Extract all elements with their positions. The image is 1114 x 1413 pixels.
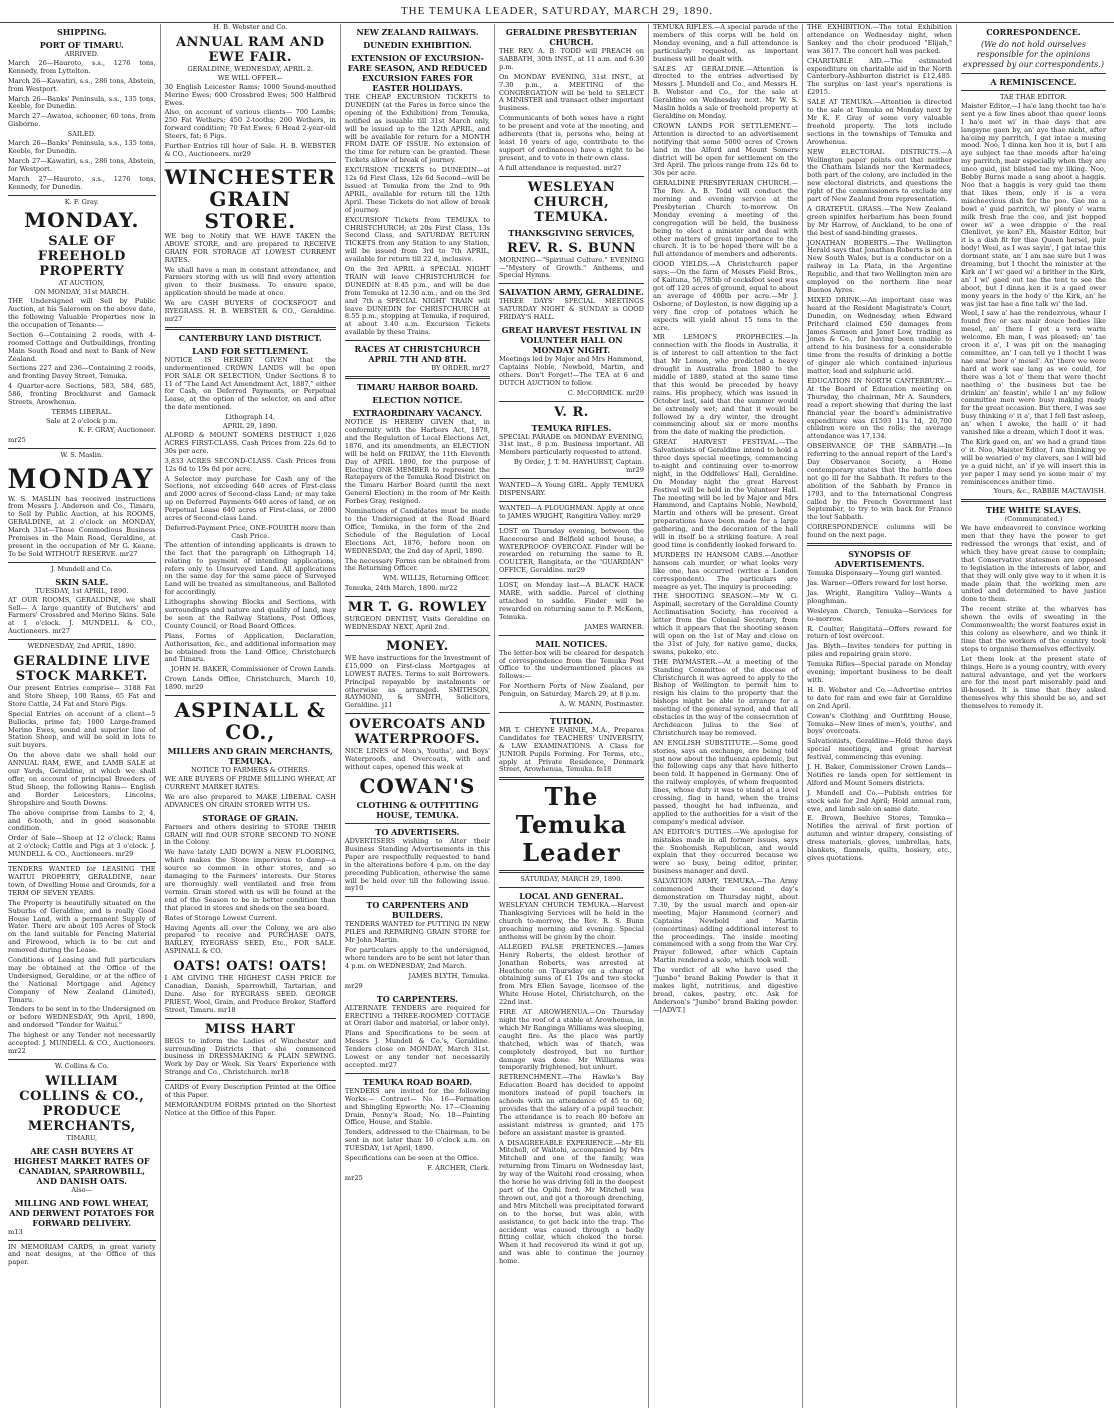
paragraph: Salvationists, Geraldine—Hold three days special meetings, and great harvest festival, commencing this evening. [806,737,952,762]
paragraph: Communicants of both sexes have a right to be present and vote at the meeting, and adherents (that is, persons who, being at least 16 years of age, contribute to the support of ordinances) have a right to be present, and to vote in their own class. [498,114,644,162]
headline: The Temuka Leader [515,782,628,868]
paragraph: SPECIAL PARADE on MONDAY EVENING, 31st inst., 8 p.m. Business important. All Members particularly requested to attend. [498,432,644,457]
headline: TEMUKA ROAD BOARD. [362,1076,473,1087]
signature-line: F. ARCHER, Clerk. [427,1164,490,1172]
headline: NEW ZEALAND RAILWAYS. [356,27,479,37]
subheading: SAILED. [67,130,96,139]
paragraph: AT OUR ROOMS, GERALDINE, we shall Sell— A large quantity of Butchers' and Farmers' Crossbred and Merino Skins. Sale at 1 o'clock. J. MUNDELL & CO., Auctioneers. mr27 [8,595,156,636]
paragraph: E. Brown, Beehive Stores, Temuka—Notifies the arrival of first portion of autumn and winter drapery, consisting of dress materials, gloves, umbrellas, hats, blankets, flannels, quilts, hosiery, etc., gives quotations. [806,814,952,862]
paragraph: m13 [8,1227,23,1236]
paragraph: Farmers and others desiring to STORE THEIR GRAIN will find OUR STORE SECOND TO NONE in the Colony. [164,822,336,847]
headline: CLOTHING & OUTFITTING HOUSE, TEMUKA. [356,800,479,820]
signature-line: BY ORDER. mr27 [431,364,490,373]
paragraph: ALLEGED FALSE PRETENCES.—James Henry Roberts, the eldest brother of Jonathan Roberts, was arrested at Heathcote on Thursday on a charge of obtaining sums of £1 19s and two stocks from Mrs Ellen Savage, licensee of the White House Hotel, Christchurch, on the 22nd inst. [498,942,644,1007]
headline: MAIL NOTICES. [535,638,608,649]
paragraph: The attention of intending applicants is drawn to the fact that the paragraph on Lithograph 14, relating to payment of intending applications, refers only to Unsurveyed Land. All applications on the same day for the same piece of Surveyed Land will be treated as simultaneous, and Balloted for accordingly. [164,540,336,597]
newspaper-page [4,24,1110,1408]
signature-line: By Order, J. T. M. HAYHURST, Captain. mr29 [513,458,644,475]
headline: MILLERS AND GRAIN MERCHANTS, TEMUKA. [167,746,333,767]
paragraph: TENDERS WANTED for PUTTING IN NEW PILES and REPAIRING GRAIN STORE for Mr John Martin. [344,920,490,945]
paragraph: The verdict of all who have used the "Jumbo" brand Baking Powder is that it makes light, nutritious, and digestive bread, cakes, pastry, etc. Ask for Anderson's "Jumbo" brand Baking powder.—[ADVT.] [652,966,798,1014]
paragraph: J. Mundell and Co.—Publish entries for stock sale for 2nd April; Hold annual ram, ewe, and lamb sale on same date. [806,788,952,813]
headline: LAND FOR SETTLEMENT. [192,345,309,356]
paragraph: MORNING—"Spiritual Culture." EVENING—"Mystery of Growth." Anthems, and Special Hymns. [498,255,644,280]
headline: ELECTION NOTICE. [372,395,463,406]
paragraph: Let them look at the present state of things. Here is a young country, with every natural advantage, and yet the workers are for the most part miserably paid and ill-housed. It is time that they asked themselves why this should be so, and set themselves to remedy it. [960,654,1106,711]
paragraph: THREE DAYS' SPECIAL MEETINGS SATURDAY NIGHT & SUNDAY is GOOD FRIDAY'S HALL. [498,297,644,322]
paragraph: J. H. Baker, Commissioner Crown Lands—Notifies re lands open for settlement in Alford and Mount Somers districts. [806,763,952,787]
subheading: H. B. Webster and Co. [213,23,288,31]
paragraph: MURDERS IN HANSOM CABS.—Another hansom cab murder, or what looks very like one, has occurred (writes a London correspondent). The particulars are meagre as yet. The inquiry is proceeding. [652,550,798,591]
paragraph: A Selector may purchase for Cash any of the Sections, not exceeding 640 acres of First-class and 2000 acres of Second-class Land; or may take up on Deferred Payments 640 acres of land, or on Perpetual Lease 640 acres of First-class, or 2000 acres of Second-class Land. [164,474,336,523]
paragraph: SALVATION ARMY, TEMUKA.—The Army commenced their second day's demonstration on Thursday night, about 7.30, by the usual march and open-air meeting, Major Hammond (corner) and Captains Newbold and Martin (concertinas) adding additional interest to the proceedings. The inside meeting commenced with a song from the War Cry. Prayer followed, after which Captain Martin rendered a solo, which took well. [652,877,798,965]
paragraph: Crown Lands Office, Christchurch, March 10, 1890. mr29 [164,675,336,692]
headline: TO CARPENTERS. [376,993,459,1004]
column-rule [165,327,336,330]
column-rule [499,176,644,177]
paragraph: RETRENCHMENT.—The Hawke's Bay Education Board has decided to appoint monitors instead of pupil teachers in schools with an attendance of 45 to 60, provides that the salary of a pupil teacher. The attendance is to reach 80 before an assistant mistress is granted, and 175 before an assistant master is granted. [498,1073,644,1137]
signature-line: JAMES BLYTH, Temuka. [408,971,490,980]
column-rule [961,499,1106,502]
subheading: Also— [71,1185,93,1194]
subheading: W. Collins & Co. [54,1061,109,1070]
column-rule [165,1018,336,1019]
paragraph: We shall have a man in constant attendance, and Farmers storing with us will find every attention given to their business. To ensure space, application should be made at once. [164,265,336,298]
signature-line: Yours, &c., RABBIE MACTAVISH. [993,487,1106,496]
paragraph: ALTERNATE TENDERS are required for ERECTING a THREE-ROOMED COTTAGE at Orari (labor and material, or labor only). [344,1003,490,1028]
paragraph: MR T. CHEYNE FARNIE, M.A., Prepares Candidates for TEACHERS' UNIVERSITY, & LAW EXAMINATIONS. A Class for JUNIOR Pupils Forming. For Terms, etc., apply at Private Residence, Denmark Street, Arowhenua, Temuka. fe18 [498,725,644,774]
headline: MONEY. [386,638,449,654]
paragraph: TENDERS WANTED for LEASING THE WAITUI PROPERTY, GERALDINE, near town, of Dwelling Home and Grounds, for a TERM OF SEVEN YEARS. [8,865,156,897]
paragraph: The above comprise from Lambs to 2, 4, and 6-tooth, and in good seasonable condition. [8,808,156,833]
signature-line: A. W. MANN, Postmaster. [559,700,644,709]
column-5 [649,24,803,1408]
column-7 [957,24,1110,1408]
paragraph: Also, on account of various clients— 700 Lambs; 250 Fat Wethers; 450 2-tooths; 200 Wethers, in forward condition; 70 Fat Ewes; 6 Head 2-year-old Steers, fat; 6 Pigs. [164,108,336,141]
headline: THE WHITE SLAVES. [985,505,1082,516]
headline: SYNOPSIS OF ADVERTISEMENTS. [834,549,925,570]
paragraph: SALE AT TEMUKA.—Attention is directed to the sale at Temuka on Monday next by Mr K. F. Gray of some very valuable freehold property. The lots include sections in the townships of Temuka and Arowhenua. [806,98,952,146]
paragraph: The highest or any Tender not necessarily accepted. J. MUNDELL & CO., Auctioneers. mr22 [8,1031,156,1055]
headline: SALE OF FREEHOLD PROPERTY [37,234,126,280]
column-rule [165,162,336,163]
paragraph: Jas. Warner—Offers reward for lost horse. [806,579,948,587]
paragraph: WANTED—A Young GIRL. Apply TEMUKA DISPENSARY. [498,481,644,497]
paragraph: TENDERS are invited for the following Works:— Contract— No. 16—Formation and Shingling Epworth; No. 17—Cleaning Drain, Penny's Road; No. 18—Painting Office, House, and Stable. [344,1086,490,1127]
headline: MONDAY. [24,208,140,233]
paragraph: We are also prepared to MAKE LIBERAL CASH ADVANCES ON GRAIN STORED WITH US. [164,792,336,809]
paragraph: Having Agents all over the Colony, we are also prepared to receive and PURCHASE OATS, BARLEY, RYEGRASS SEED, Etc., FOR SALE. ASPINALL & CO. [164,923,336,956]
paragraph: SALES AT GERALDINE.—Attention is directed to the entries advertised by Messrs J. Mundell and Co., and Messrs H. B. Webster and Co., for the sale at Geraldine on Wednesday next. Mr W. S. Maslin holds a sale of freehold property at Geraldine on Monday. [652,64,798,120]
paragraph: 3,833 ACRES SECOND-CLASS. Cash Prices from 12s 6d to 19s 6d per acre. [164,456,336,473]
headline: TIMARU HARBOR BOARD. [356,382,478,393]
column-6 [803,24,957,1408]
paragraph: We are CASH BUYERS of COCKSFOOT and RYEGRASS. H. B. WEBSTER & CO., Geraldine. mr27 [164,299,336,323]
paragraph: Temuka, 24th March, 1890. mr22 [344,584,458,593]
paragraph: Temuka Rifles—Special parade on Monday evening; important business to be dealt with. [806,660,952,684]
paragraph: GOOD YIELDS.—A Christchurch paper says:—On the farm of Messrs Field Bros., of Kaituna, 56,785lb of cocksfoot seed was got off 120 acres of ground, equal to about an average of 400lb per acre.—Mr J. Osborne, of Doyleston, is now digging up a very fine crop of potatoes which he expects will yield about 15 tons to the acre. [652,260,798,332]
paragraph: Specifications can be seen at the Office. [344,1154,480,1163]
subheading: Sale at 2 o'clock p.m. [46,416,118,425]
headline: WESLEYAN CHURCH, TEMUKA. [527,179,616,225]
paragraph: ALFORD & MOUNT SOMERS DISTRICT 1,026 ACRES FIRST-CLASS. Cash Prices from 22s 6d to 30s per acre. [164,431,336,455]
paragraph: March 26—Banks' Peninsula, s.s., 135 tons, Keeble, for Dunedin. [8,139,156,155]
subheading: TAE THAE EDITOR. [999,93,1068,101]
headline: WINCHESTER GRAIN STORE. [164,164,336,233]
headline: MONDAY [8,461,156,495]
subheading: ON MONDAY, 31st MARCH. [34,288,130,297]
column-rule [499,712,644,713]
paragraph: Plans and Specifications to be seen at Messrs J. Mundell & Co.'s, Geraldine. Tenders close on MONDAY, March 31st. Lowest or any tender not necessarily accepted. mr27 [344,1029,490,1069]
paragraph: Tenders to be sent in to the Undersigned on or before WEDNESDAY, 9th April, 1890, and endorsed "Tender for Waitui." [8,1005,156,1030]
paragraph: H. B. Webster and Co.—Advertise entries to date for ram and ewe fair at Geraldine on 2nd April. [806,685,952,710]
headline: GREAT HARVEST FESTIVAL IN VOLUNTEER HALL ON MONDAY NIGHT. [501,325,642,356]
headline: THANKSGIVING SERVICES, [508,227,635,238]
headline: A REMINISCENCE. [990,77,1077,87]
headline: EXTRAORDINARY VACANCY. [352,408,483,419]
paragraph: Special Entries on account of a client—5 Bullocks, prime fat; 1000 Large-framed Merino Ewes, sound and superior line of Station Sheep, and will be sold in lots to suit buyers. [8,709,156,750]
column-rule [345,713,490,714]
headline: TO CARPENTERS AND BUILDERS. [366,900,469,921]
headline: CANTERBURY LAND DISTRICT. [178,332,322,343]
column-rule [499,401,644,402]
paragraph: BEGS to inform the Ladies of Winchester and surrounding Districts that she commenced business in DRESSMAKING & PLAIN SEWING. Work by Day or Week. Six Years' Experience with Strange and Co., Christchurch. mr18 [164,1036,336,1077]
headline: TO ADVERTISERS. [375,827,460,837]
paragraph: R. Coulter, Rangitata—Offers reward for return of lost overcoat. [806,624,952,641]
column-rule [499,870,644,873]
paragraph: On the above date we shall hold our ANNUAL RAM, EWE, and LAMB SALE at our Yards, Geraldine, at which we shall offer, on account of principal Breeders of Stud Sheep, the following Rams— English and Border Leicesters, Lincolns, Shropshire and South Downs. [8,751,156,807]
paragraph: THE REV. A. B. TODD will PREACH on SABBATH, 30th INST., at 11 a.m. and 6.30 p.m. [498,47,644,71]
paragraph: The letter-box will be cleared for despatch of correspondence from the Temuka Post Office to the undermentioned places as follows:— [498,648,644,681]
column-rule [345,340,490,341]
column-2 [161,24,341,1408]
paragraph: CORRESPONDENCE columns will be found on the next page. [806,523,952,540]
column-rule [345,376,490,379]
paragraph: Maister Editor,—I ha'e lang thocht tae ha'e sent ye a few lines aboot thae queer loons I ha'e met wi' in thae days that are langsyne gaen by, an' aye thae nicht, after ha'eing my parritch, I gat intae a musing mood. Noo, I dinna ken hoo it is, but I am aye subject tae thae moods after ha'eing my parritch, mair especially when they are unco guid, jist blisted tae my liking. Noo, Bobby Burns made a sang aboot a haggis. Noo that a haggis is very guid tae them that likes them, only it is a vera mischeevious dish for the poo. Gae me a bowl o' guid parritch, wi' plenty o' warm milk fresh frae the coo, and jist hopped ower wi' a wee drappie o' the real Glenlivet, ye ken? Eh, Maister Editor, but it is a dish fit for thae Queen hersel, puir body! Weel, as I was sayin', I gat intae this dormant state, an' I am nae sure but I was dreaming, but I thocht the minister at the Kirk an' I wi' gaed wi' a brither in the Kirk, an' I wi' gaed out tae the tent to see the aboot, but I dinna ken it is a gaed ower mony years in the body o' the Kirk, an' he was jist tae hae a fine talk wi' the lad. [960,101,1106,308]
paragraph: Wesleyan Church, Temuka—Services for to-morrow. [806,606,952,623]
column-rule [499,478,644,479]
column-rule [8,195,156,196]
column-rule [499,887,644,888]
headline: ANNUAL RAM AND EWE FAIR. [175,34,325,65]
paragraph: Weel, I saw a' hae the rendezvous, whaur I found five or sax mair douce bodies like mesel, an' there I got a vera warm welcome. Eh man, I was pleased; an' tae croon it a', I was pit on the managing committee, an' I can tell ye I thocht I was nae sma' beer o' mesel'. An' there we were hard at work sae lang as we could, for there was a lot o' them that were thocht naething o' the business but tae be drinkin' an' feastin', while I an' my fellow committee men were busy making ready for the great occasion. But there, I was sae busy thinking o' it a', that I fell fast asleep, an' when I awoke, the haill o' it had vanished like a dream, which I doot it was. [960,309,1106,437]
headline: ASPINALL & CO., [174,698,326,745]
paragraph: MIXED DRINK.—An important case was heard at the Resident Magistrate's Court, Dunedin, on Wednesday, when Edward Pritchard claimed £50 damages from James Samson and Janet Low, trading as Jones & Co., for having been unable to attend to his business for a considerable time from the results of drinking a bottle of ginger ale which contained injurious matter, lead and sulphuric acid. [806,295,952,376]
signature-line: JAMES WARNER. [584,622,644,631]
paragraph: Jas. Wright, Rangitira Valley—Wants a ploughman. [806,588,952,605]
column-rule [499,777,644,780]
paragraph: NEW ELECTORAL DISTRICTS.—A Wellington paper points out that neither the Chatham Islands nor the Kermadecs, both part of the colony, are included in the new electoral districts, and questions the right of the commissioners to exclude any part of New Zealand from representation. [806,147,952,204]
paragraph: For particulars apply to the undersigned, where tenders are to be sent not later than 4 p.m. on WEDNESDAY, 2nd March. [344,946,490,970]
paragraph: We have endeavored to convince working men that they have the power to get redressed the wrongs that exist, and of which they have great cause to complain; that Conservative statesmen are opposed to legislation in the interests of labor, and that they will only give way to it when it is made plain that the working men are united and determined to have justice done to them. [960,524,1106,604]
paragraph: March 26—Hauroto, s.s., 1276 tons, Kennedy, from Lyttelton. [8,58,156,75]
headline: GERALDINE LIVE STOCK MARKET. [13,654,151,685]
paragraph: NICE LINES of Men's, Youths', and Boys' Waterproofs and Overcoats, with and without capes, opened this week at [344,747,490,772]
paragraph: Meetings led by Major and Mrs Hammond, Captains Noble, Newbold, Martin, and others. Don't Forget!—The TEA at 6 and DUTCH AUCTION to follow. [498,355,644,387]
column-rule [8,1240,156,1241]
paragraph: WESLEYAN CHURCH TEMUKA.—Harvest Thanksgiving Services will be held in the church to-morrow, the Rev. R. S. Bunn preaching morning and evening. Special anthems will be given by the choir. [498,901,644,941]
column-rule [345,635,490,636]
paragraph: NOTICE IS HEREBY GIVEN that, in conformity with the Harbors Act, 1878, and the Regulation of Local Elections Act, 1876, and its amendments, an ELECTION will be held on FRIDAY, the 11th Eleventh Day of APRIL 1890, for the purpose of Electing ONE MEMBER to represent the Ratepayers of the Temuka Road District on the Timaru Harbor Board (until the next General Election) in the room of Mr Keith Forbes Gray, resigned. [344,418,490,506]
column-1 [4,24,161,1408]
headline: RACES AT CHRISTCHURCH APRIL 7TH AND 8TH. [354,344,481,365]
paragraph: GERALDINE PRESBYTERIAN CHURCH.—The Rev. A. B. Todd will conduct the morning and evening service at the Presbyterian Church to-morrow. On Monday evening a meeting of the congregation will be held, the business being to elect a minister and deal with other matters of great importance to the church. It is to be hoped there will be a full attendance of members and adherents. [652,179,798,259]
headline: (We do not hold ourselves responsible for the opinions expressed by our correspondents.) [963,40,1104,69]
headline: STORAGE OF GRAIN. [202,812,299,823]
paragraph: MEMORANDUM FORMS printed on the Shortest Notice at the Office of this Paper. [164,1101,336,1117]
paragraph: March 27—Hauroto, s.s., 1276 tons, Kennedy, for Dunedin. [8,174,156,191]
headline: GERALDINE PRESBYTERIAN CHURCH. [505,27,637,47]
headline: PORT OF TIMARU. [39,40,124,50]
paragraph: CROWN LANDS FOR SETTLEMENT.—Attention is directed to an advertisement notifying that some 5000 acres of Crown land in the Alford and Mount Somers district will be open for settlement on the 3rd April. The prices range from 12s 6d to 30s per acre. [652,121,798,178]
paragraph: AN ENGLISH SUBSTITUTE.—Some good stories, says an exchange, are being told just now about the influenza epidemic, but the following caps any that have hitherto been told. It happened in Germany. One of the railway employés, of whom frequented lines, whose duty it was to stand at a level crossing, flag in hand, when the trains passed, thought he had influenza, and applied to the authorities for a visit of the company's medical adviser. [652,738,798,826]
paragraph: EXCURSION Tickets from TEMUKA to CHRISTCHURCH, at 20s First Class, 13s Second Class, and SATURDAY RETURN TICKETS from any Station to any Station, will be issued from 3rd to 7th APRIL, available for return till 22 d, inclusive. [344,215,490,264]
paragraph: SURGEON DENTIST, Visits Geraldine on WEDNESDAY NEXT, April 2nd. [344,615,490,632]
paragraph: March 26—Banks' Peninsula, s.s., 135 tons, Keeble, for Dunedin. [8,94,156,111]
masthead: THE TEMUKA LEADER, SATURDAY, MARCH 29, 1890. [0,0,1114,23]
paragraph: THE EXHIBITION.—The total Exhibition attendance on Wednesday night, when Sankey and the choir produced "Elijah," was 3617. The concert hall was packed. [806,23,952,55]
paragraph: For Northern Ports of New Zealand, per Penguin, on Saturday, March 29, at 8 p.m. [498,682,644,699]
paragraph: EXCURSION TICKETS to DUNEDIN—at 12s 6d First Class, 12s 6d Second—will be issued at Temuka from the 2nd to 9th APRIL, available for return till the 12th April. These Tickets do not allow of break of journey. [344,166,490,214]
headline: MISS HART [204,1021,296,1037]
subheading: NOTICE TO FARMERS & OTHERS. [190,766,310,775]
headline: TEMUKA RIFLES. [531,422,612,433]
subheading: GERALDINE, WEDNESDAY, APRIL 2. [187,64,314,73]
paragraph: WE have instructions for the Investment of £15,000 on First-class Mortgages at LOWEST RATES. Terms to suit Borrowers. Principal repayable by instalments or otherwise as arranged. SMITHSON, RAYMOND, & SMITH, Solicitors, Geraldine. j11 [344,653,490,710]
column-rule [8,448,156,449]
column-4 [495,24,649,1408]
headline: EXTENSION OF EXCURSION-FARE SEASON, AND REDUCED EXCURSION FARES FOR EASTER HOLIDAYS. [347,53,488,93]
paragraph: Nominations of Candidates must be made to the Undersigned at the Road Board Office, Temuka, in the form of the 2nd Schedule of the Regulation of Local Elections Act, 1876, before noon on WEDNESDAY, the 2nd day of April, 1890. [344,507,490,555]
subheading: J. Mundell and Co. [51,564,113,573]
paragraph: Sections 227 and 236—Containing 2 roods, and fronting Davey Street, Temuka. [8,364,156,381]
subheading: SATURDAY, MARCH 29, 1890. [520,875,623,884]
paragraph: FIRE AT AROWHENUA.—On Thursday night the roof of a stable at Arowhenua, in which Mr Ranginga Williams was sleeping, caught fire. As the place was partly thatched, which was of thatch, was completely destroyed, but no further damage was done. Mr Williams was temporarily frightened, but unhurt. [498,1008,644,1072]
paragraph: LOST, on Monday last—A BLACK HACK MARE, with saddle. Parcel of clothing attached to saddle. Finder will be rewarded on returning same to P. McKeon, Temuka. [498,581,644,621]
paragraph: Our present Entries comprise— 3188 Fat and Store Sheep, 100 Rams, 65 Fat and Store Cattle, 24 Fat and Store Pigs. [8,684,156,708]
paragraph: LOST on Thursday evening, between the Racecourse and Belfield school house, a WATERPROOF OVERCOAT. Finder will be rewarded on returning the same to R. COULTER, Rangitata, or the "GUARDIAN" OFFICE, Geraldine. mr29 [498,526,644,575]
paragraph: THE SHOOTING SEASON.—Mr W. G. Aspinall, secretary of the Geraldine County Acclimatisation Society, has received a letter from the Colonial Secretary, from which it appears that the shooting season will open on the 1st of May and close on the 31st of July, for native game, ducks, swans, pukeko, etc. [652,592,798,656]
paragraph: March 27—Kawatiri, s.s., 286 tons, Abstein, for Westport. [8,156,156,173]
headline: REV. R. S. BUNN [506,240,636,256]
paragraph: mr25 [344,1173,363,1182]
headline: CORRESPONDENCE. [986,27,1081,37]
paragraph: Section 6—Containing 2 roods, with 4-roomed Cottage and Outbuildings, fronting Main South Road and next to Bank of New Zealand. [8,330,156,363]
paragraph: OBSERVANCE OF THE SABBATH.—In referring to the annual report of the Lord's Day Observance Society, a Home contemporary states that the battle does not go ill for the Sabbath. It refers to the abolition of the Sabbath by France in 1793, and to the International Congress called by the French Government last September, to try to win back for France the lost Sabbath. [806,442,952,522]
paragraph: Conditions of Leasing and full particulars may be obtained at the Office of the Undersigned, Geraldine, or at the office of the National Mortgage and Agency Company of New Zealand (Limited), Timaru. [8,956,156,1004]
paragraph: THE PAYMASTER.—At a meeting of the Standing Committee of the diocese of Christchurch it was agreed to apply to the Bishop of Wellington to permit him to resign his claim to the property that the bishops might be able to arrange for a meeting of the general synod, and that all obstacles in the way of the consecration of Archdeacon Julius to the See of Christchurch may be removed. [652,657,798,737]
paragraph: Rates of Storage Lowest Current. [164,913,278,922]
subheading: (Communicated.) [1004,515,1063,524]
column-rule [345,823,490,824]
paragraph: 4 Quarter-acre Sections, 583, 584, 685, 586, fronting Brockhurst and Gamack Streets, Arowhenua. [8,382,156,407]
column-rule [345,596,490,597]
subheading: WEDNESDAY, 2nd APRIL, 1890. [27,642,136,651]
headline: SALVATION ARMY, GERALDINE. [498,287,644,298]
paragraph: The Property is beautifully situated on the Suburbs of Geraldine, and is really Good House Land, with a permanent Supply of Water. There are about 105 Acres of Stock on the land suitable for Fencing Material and Firewood, which is to be cut and removed during the Lease. [8,898,156,955]
paragraph: TEMUKA RIFLES.—A special parade of the members of this corps will be held on Monday evening, and a full attendance is particularly requested, as important business will be dealt with. [652,23,798,63]
signature-line: C. McCORMICK. mr29 [567,388,644,397]
subheading: AT AUCTION, [58,279,105,288]
headline: MILLING AND FOWL WHEAT, AND DERWENT POTATOES FOR FORWARD DELIVERY. [9,1197,155,1228]
column-rule [8,1059,156,1060]
paragraph: W. S. MASLIN has received instructions from Messrs J. Anderson and Co., Timaru, to Sell by Public Auction, at his ROOMS, GERALDINE, at 2 o'clock on MONDAY, March 31st—Those Commodious Business Premises in the Main Road, Geraldine, at present in the occupation of Mr G. Keane. To be Sold WITHOUT RESERVE. mr27 [8,494,156,558]
headline: OATS! OATS! OATS! [173,959,328,975]
subheading: Lithograph 14, [225,413,276,422]
headline: TUITION. [549,715,593,726]
paragraph: March 26—Kawatiri, s.s., 286 tons, Abstein, from Westport. [8,76,156,93]
subheading: APRIL 29, 1890. [222,422,278,431]
paragraph: mr25 [8,435,26,444]
paragraph: Jas. Blyth—Invites tenders for putting in piles and repairing grain store. [806,642,952,659]
column-rule [8,639,156,640]
paragraph: 30 English Leicester Rams; 1000 Sound-mouthed Merino Ewes; 600 Crossbred Ewes; 500 Halfbred Ewes. [164,82,336,107]
paragraph: On the 3rd APRIL a SPECIAL NIGHT TRAIN will leave CHRISTCHURCH for DUNEDIN at 8.45 p.m., and will be due from Temuka at 12.30 a.m.; and on the 3rd and 7th a SPECIAL NIGHT TRAIN will leave DUNEDIN for CHRISTCHURCH at 8.55 p.m., stopping at Temuka, if required, at about 3.40 a.m. Excursion Tickets available by these Trains. [344,265,490,337]
headline: ARE CASH BUYERS AT HIGHEST MARKET RATES OF CANADIAN, SPARROWBILL, AND DANISH OATS. [14,1145,150,1186]
paragraph: A GRATEFUL GRASS.—The New Zealand green spinifex herbarium has been found by Mr Harrow, of Auckland, to be one of the best of sand-binding grasses. [806,204,952,237]
paragraph: Further Entries till hour of Sale. H. B. WEBSTER & CO., Auctioneers. mr29 [164,142,336,158]
paragraph: CARDS of Every Description Printed at the Office of this Paper. [164,1083,336,1100]
subheading: K. F. Gray. [64,197,99,206]
column-rule [8,862,156,863]
column-rule [165,695,336,696]
subheading: WE WILL OFFER— [217,73,283,82]
headline: SKIN SALE. [55,576,109,587]
paragraph: IN MEMORIAM CARDS, in great variety and neat designs, at the Office of this paper. [8,1242,156,1267]
paragraph: Lithographs showing Blocks and Sections, with surroundings and nature and quality of land, may be seen at the Railway Stations, Post Offices, County Council, or Road Board Offices. [164,598,336,630]
headline: DUNEDIN EXHIBITION. [363,40,472,50]
paragraph: MR LEMON'S PROPHECIES.—In connection with the floods in Australia, it is of interest to call attention to the fact that Mr Lemon, who predicted a heavy drought in Australia from 1880 to the middle of 1889, stated at the same time that this would be preceded by heavy rains. His prophecy, which was issued in October last, said that the summer would be extremely wet; and that it would be followed by a dry winter, the drought commencing about six or more months from the date of making the prediction. [652,333,798,437]
headline: LOCAL AND GENERAL. [519,891,624,902]
headline: SHIPPING. [57,27,107,37]
column-rule [961,73,1106,74]
subheading: Deferred-Payment Price, ONE-FOURTH more than Cash Price. [165,523,336,540]
subheading: TIMARU, [66,1133,98,1142]
paragraph: We have lately LAID DOWN a NEW FLOORING, which makes the Store impervious to damp—a source so common in other stores, and so damaging to the Farmers' interests. Our Stores are thoroughly well ventilated and free from vermin. Grain stored with us will be found at the end of the Season to be in better condition than that placed in stores and sheds on the sea board. [164,848,336,912]
paragraph: WE beg to Notify that WE HAVE TAKEN the ABOVE STORE, and are prepared to RECEIVE GRAIN FOR STORAGE AT LOWEST CURRENT RATES. [164,231,336,264]
column-rule [807,543,952,546]
headline: COWAN'S [359,774,476,798]
paragraph: NOTICE IS HEREBY GIVEN that the undermentioned CROWN LANDS will be open FOR SALE OR SELECTION, Under Sections 8 to 11 of "The Land Act Amendment Act, 1887," either for Cash, on Deferred Payments, or Perpetual Lease, at the option of the selector, on and after the date mentioned. [164,355,336,412]
paragraph: GREAT HARVEST FESTIVAL.—The Salvationists of Geraldine intend to hold a three days special meetings, commencing to-night and continuing over to-morrow night, in the Oddfellows' Hall, Geraldine. On Monday night the great Harvest Festival will be held in the Volunteer Hall. The meeting will be led by Major and Mrs Hammond, and Captains Noble, Newbold, Martin and others will be present. Great preparations have been made for a large gathering, and the decoration of the hall will in itself be a striking feature. A real good time is confidently looked forward to. [652,438,798,549]
paragraph: WE ARE BUYERS OF PRIME MILLING WHEAT, AT CURRENT MARKET RATES. [164,775,336,791]
column-3 [341,24,495,1408]
paragraph: Tenders, addressed to the Chairman, to be sent in not later than 10 o'clock a.m. on TUESDAY, 1st April, 1890. [344,1128,490,1153]
paragraph: March 27—Awatoa, schooner, 60 tons, from Gisborne. [8,112,156,129]
column-rule [165,1080,336,1081]
paragraph: A full attendance is requested. mr27 [498,163,622,172]
headline: WILLIAM COLLINS & CO., PRODUCE MERCHANTS, [19,1073,145,1134]
subheading: TUESDAY, 1st APRIL, 1890. [35,586,129,595]
signature-line: JOHN H. BAKER, Commissioner of Crown Lands. [171,665,336,674]
paragraph: The recent strike at the wharves has shown the evils of sweating in the Commonwealth; the worst features exist in this colony as elsewhere, and we think it time that the workers of the country took steps to organise themselves effectively. [960,605,1106,653]
column-rule [499,578,644,579]
paragraph: JONATHAN ROBERTS.—The Wellington Herald says that Jonathan Roberts is not in New South Wales, but is a conductor on a railway in La Plata, in the Argentine Republic, and that two Wellington men are employed on the northern line near Buenos Ayres. [806,238,952,294]
paragraph: On MONDAY EVENING, 31st INST., at 7.30 p.m., a MEETING of the CONGREGATION will be held to SELECT A MINISTER and transact other important business. [498,72,644,113]
headline: OVERCOATS AND WATERPROOFS. [349,717,486,748]
paragraph: I AM GIVING THE HIGHEST CASH PRICE for Canadian, Danish, Sparrowbill, Tartarian, and Dune. Also for RYEGRASS SEED. GEORGE PRIEST, Wool, Grain, and Produce Broker, Stafford Street, Timaru. mr18 [164,974,336,1014]
paragraph: THE CHEAP EXCURSION TICKETS to DUNEDIN (at the Fares in force since the opening of the Exhibition) from Temuka, notified as issuable till 31st March only, will be issued up to the 12th APRIL, and will be available for return for a MONTH FROM DATE OF ISSUE. No extension of the time for return can be granted. These Tickets allow of break of journey. [344,93,490,165]
paragraph: AN EDITOR'S DUTIES.—We apologise for mistakes made in all former issues, says the Snohomish Republican, and would explain that they occurred because we were so busy, being editor, printer, business manager and devil. [652,827,798,876]
paragraph: Temuka Dispensary—Young girl wanted. [806,569,943,578]
paragraph: THE Undersigned will Sell by Public Auction, at his Saleroom on the above date, the following Valuable Properties now in the occupation of Tenants:— [8,297,156,329]
paragraph: EDUCATION IN NORTH CANTERBURY.—At the Board of Education meeting on Thursday, the chairman, Mr A. Saunders, read a report showing that during the last financial year the board's administrative expenditure was £1593 11s 1d, 20,700 children were on the rolls; the average attendance was 17,134. [806,376,952,441]
column-rule [499,635,644,636]
signature-line: K. F. GRAY, Auctioneer. [78,425,156,434]
column-rule [961,90,1106,91]
paragraph: The Kirk gaed on, an' we had a grand time o' it. Noo, Maister Editor, I am thinking ye will be wearied o' my clavers, sae I will bid ye a guid nicht, an' if ye will insert this in yer paper I may send ye some mair o' my reminiscences anither time. [960,437,1106,486]
column-rule [499,501,644,502]
paragraph: mr29 [344,981,363,990]
subheading: TERMS LIBERAL. [51,408,112,416]
paragraph: ADVERTISERS wishing to Alter their Business Standing Advertisements in this Paper are respectfully requested to hand in the alterations before 4 p.m. on the day preceding Publication, otherwise the same will be held over till the following issue. my10 [344,837,490,893]
subheading: ARRIVED. [64,50,99,58]
paragraph: The necessary Forms can be obtained from the Returning Officer. [344,556,490,573]
paragraph: WANTED—A PLOUGHMAN. Apply at once to JAMES WRIGHT, Rangitira Valley. mr29 [498,503,644,520]
column-rule [345,896,490,897]
paragraph: Order of Sale—Sheep at 12 o'clock; Rams at 2 o'clock; Cattle and Pigs at 3 o'clock. J. MUNDELL & CO., Auctioneers. mr29 [8,834,156,859]
column-rule [345,1073,490,1074]
paragraph: Plans, Forms of Application, Declaration, Authorisation, &c., and additional information may be obtained from the Land Office, Christchurch and Timaru. [164,631,336,664]
column-rule [8,562,156,563]
signature-line: WM. WILLIS, Returning Officer. [382,574,490,583]
column-rule [499,524,644,525]
paragraph: CHARITABLE AID.—The estimated expenditure on charitable aid in the North Canterbury-Ashburton district is £12,485. The surplus on last year's operations is £2915. [806,56,952,97]
headline: V. R. [554,404,589,420]
headline: MR T. G. ROWLEY [347,600,487,616]
paragraph: Cowan's Clothing and Outfitting House, Temuka—New lines of men's, youths', and boys' overcoats. [806,711,952,736]
column-rule [499,283,644,284]
subheading: W. S. Maslin. [60,450,104,459]
paragraph: A DISAGREEABLE EXPERIENCE.—Mr Eli Mitchell, of Waitohi, accompanied by Mrs Mitchell and one of the family, was returning from Timaru on Wednesday last, by way of the Waitohi road crossing, when the horse he was driving fell in the deepest part of the Opihi ford. Mr Mitchell was thrown out, and got a thorough drenching, and Mrs Mitchell was precipitated forward on to the horse, but was able, with assistance, to get back into the trap. The accident was caused through a badly fitting collar, which choked the horse. When it had recovered its wind it got up, and was able to continue the journey home. [498,1138,644,1266]
